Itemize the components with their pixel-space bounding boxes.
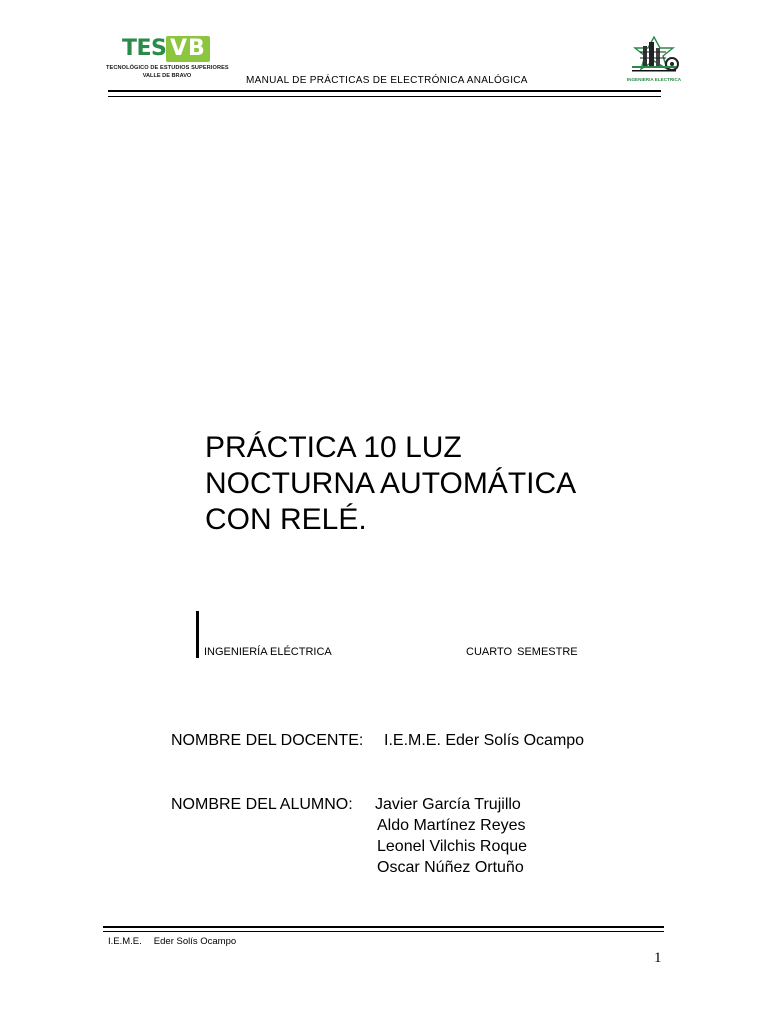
header-rule-thick <box>108 90 661 92</box>
ingenieria-electrica-logo <box>622 36 686 86</box>
logo-institution-line: TECNOLÓGICO DE ESTUDIOS SUPERIORES <box>106 65 229 71</box>
header-title: MANUAL DE PRÁCTICAS DE ELECTRÓNICA ANALÓGICA <box>246 75 528 86</box>
title-line: PRÁCTICA 10 LUZ <box>205 431 462 464</box>
docente-name: I.E.M.E. Eder Solís Ocampo <box>384 732 585 749</box>
program-name: INGENIERÍA ELÉCTRICA <box>204 646 332 658</box>
alumno-name: Aldo Martínez Reyes <box>377 817 526 834</box>
logo-vb-text: VB <box>170 36 206 61</box>
alumno-name: Leonel Vilchis Roque <box>377 838 528 855</box>
alumno-label: NOMBRE DEL ALUMNO: <box>171 796 353 813</box>
page-number: 1 <box>654 950 662 966</box>
title-line: NOCTURNA AUTOMÁTICA <box>205 467 577 500</box>
vertical-bar <box>196 611 199 658</box>
docente-label: NOMBRE DEL DOCENTE: <box>171 732 364 749</box>
footer-author <box>108 936 236 947</box>
alumno-name: Oscar Núñez Ortuño <box>377 859 524 876</box>
logo-tes-text: TES <box>122 36 167 61</box>
logo-caption: INGENIERIA ELECTRICA <box>626 77 682 82</box>
title-line: CON RELÉ. <box>205 503 367 536</box>
footer-author-name: Eder Solís Ocampo <box>153 936 237 947</box>
logo-location-line: VALLE DE BRAVO <box>142 73 192 79</box>
footer-author-prefix: I.E.M.E. <box>108 936 142 947</box>
footer-rule-thick <box>103 926 664 928</box>
alumno-name: Javier García Trujillo <box>375 796 521 813</box>
tesvb-logo <box>104 34 228 86</box>
footer-rule-thin <box>103 931 664 932</box>
logo-vb-box <box>166 36 210 62</box>
semester: CUARTO SEMESTRE <box>466 646 578 658</box>
electrical-emblem-icon <box>626 36 682 76</box>
document-title <box>205 430 586 538</box>
header-rule-thin <box>108 96 661 97</box>
